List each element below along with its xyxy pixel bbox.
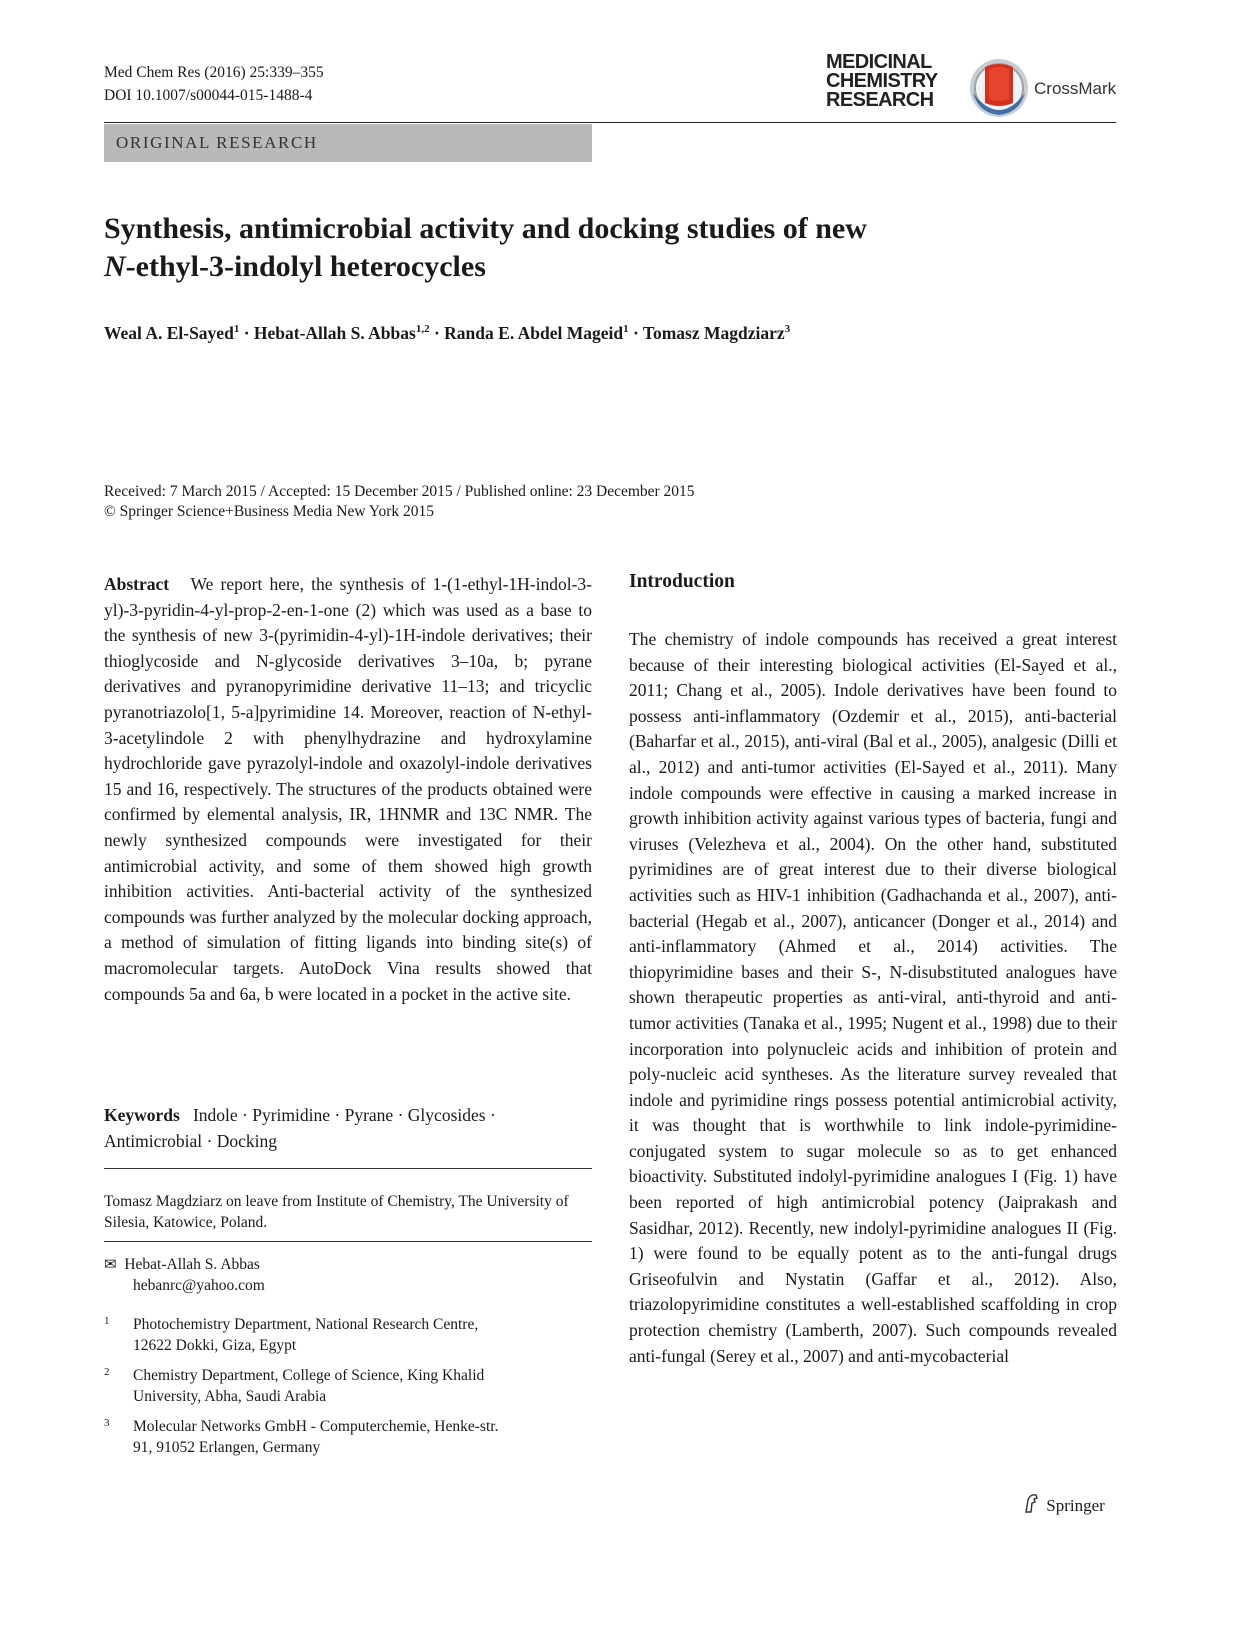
- corresponding-author: [104, 1254, 265, 1296]
- journal-logo: [826, 53, 961, 110]
- section-label: ORIGINAL RESEARCH: [104, 124, 592, 162]
- abstract-text: We report here, the synthesis of 1-(1-ethyl-1H-indol-3-yl)-3-pyridin-4-yl-prop-2-en-1-one (2) which was used as a base to the synthesis of new 3-(pyrimidin-4-yl)-1H-indole derivatives; their thioglycoside and N-glycoside derivatives 3–10a, b; pyrane derivatives and pyranopyrimidine derivative 11–13; and tricyclic pyranotriazolo[1, 5-a]pyrimidine 14. Moreover, reaction of N-ethyl-3-acetylindole 2 with phenylhydrazine and hydroxylamine hydrochloride gave pyrazolyl-indole and oxazolyl-indole derivatives 15 and 16, respectively. The structures of the products obtained were confirmed by elemental analysis, IR, 1HNMR and 13C NMR. The newly synthesized compounds were investigated for their antimicrobial activity, and some of them showed high growth inhibition activities. Anti-bacterial activity of the synthesized compounds was further analyzed by the molecular docking approach, a method of simulation of fitting ligands into binding site(s) of macromolecular targets. AutoDock Vina results showed that compounds 5a and 6a, b were located in a pocket in the active site.: [104, 574, 593, 1004]
- article-dates: Received: 7 March 2015 / Accepted: 15 December 2015 / Published online: 23 December 2015: [104, 483, 695, 500]
- article-title: [104, 210, 1044, 286]
- keywords-label: Keywords: [104, 1105, 180, 1125]
- title-line: Synthesis, antimicrobial activity and docking studies of new: [104, 212, 867, 245]
- author-list: Weal A. El-Sayed$^1$ · Hebat-Allah S. Abbas$^{1,2}$ · Randa E. Abdel Mageid$^1$ · Tomasz Magdziarz$^3$: [104, 323, 791, 343]
- author[interactable]: Randa E. Abdel Mageid$^1$: [444, 323, 629, 343]
- logo-line: MEDICINAL: [826, 51, 932, 73]
- title-line: N-ethyl-3-indolyl heterocycles: [104, 250, 486, 283]
- publisher-logo: [1022, 1492, 1105, 1516]
- keyword: Pyrane: [344, 1105, 394, 1125]
- introduction: [629, 627, 1117, 1369]
- journal-citation: Med Chem Res (2016) 25:339–355: [104, 64, 324, 81]
- springer-horse-icon: [1022, 1492, 1042, 1514]
- keyword: Docking: [216, 1130, 278, 1151]
- keywords: Keywords Indole · Pyrimidine · Pyrane · Glycosides · Antimicrobial · Docking: [104, 1105, 496, 1151]
- author-note: Tomasz Magdziarz on leave from Institute of Chemistry, The University of Silesia, Katowice, Poland.: [104, 1193, 569, 1231]
- section-heading: Introduction: [629, 571, 735, 592]
- abstract-label: Abstract: [104, 574, 170, 594]
- corresponding-name: Hebat-Allah S. Abbas: [124, 1256, 260, 1273]
- keyword: Pyrimidine: [252, 1105, 331, 1125]
- introduction-text: The chemistry of indole compounds has received a great interest because of their interesting biological activities (El-Sayed et al., 2011; Chang et al., 2005). Indole derivatives have been found to possess anti-inflammatory (Ozdemir et al., 2015), anti-bacterial (Baharfar et al., 2015), anti-viral (Bal et al., 2005), analgesic (Dilli et al., 2012) and anti-tumor activities (El-Sayed et al., 2011). Many indole compounds were effective in causing a marked increase in growth inhibition activity against various types of bacteria, fungi and viruses (Velezheva et al., 2004). On the other hand, substituted pyrimidines are of great interest due to their diverse biological activities such as HIV-1 inhibition (Gadhachanda et al., 2007), anti-bacterial (Hegab et al., 2007), anticancer (Donger et al., 2014) and anti-inflammatory (Ahmed et al., 2014) activities. The thiopyrimidine bases and their S-, N-disubstituted analogues have shown therapeutic properties as anti-viral, anti-thyroid and anti-tumor activities (Tanaka et al., 1995; Nugent et al., 1998) due to their incorporation into polynucleic acids and inhibition of protein and poly-nucleic acid syntheses. As the literature survey revealed that indole and pyrimidine rings possess potential antimicrobial activity, it was thought that is worthwhile to link indole-pyrimidine-conjugated system to sugar molecule so as to get enhanced bioactivity. Substituted indolyl-pyrimidine analogues I (Fig. 1) have been reported of high antimicrobial potency (Jaiprakash and Sasidhar, 2012). Recently, new indolyl-pyrimidine analogues II (Fig. 1) were found to be equally potent as to the anti-fungal drugs Griseofulvin and Nystatin (Gaffar et al., 2012). Also, triazolopyrimidine constitutes a well-established scaffolding in crop protection chemistry (Lamberth, 2007). Such compounds revealed anti-fungal (Serey et al., 2007) and anti-mycobacterial: [629, 629, 1117, 1366]
- footnote-divider: [104, 1241, 592, 1242]
- author[interactable]: Hebat-Allah S. Abbas$^{1,2}$: [253, 323, 430, 343]
- doi: DOI 10.1007/s00044-015-1488-4: [104, 87, 313, 104]
- copyright: © Springer Science+Business Media New York 2015: [104, 503, 435, 520]
- corresponding-email[interactable]: hebanrc@yahoo.com: [133, 1276, 265, 1294]
- author[interactable]: Weal A. El-Sayed$^1$: [104, 323, 240, 343]
- keyword: Antimicrobial: [104, 1130, 203, 1151]
- footnote-divider: [104, 1168, 592, 1169]
- keyword: Indole: [192, 1105, 238, 1125]
- abstract: [104, 572, 592, 1007]
- crossmark-label[interactable]: CrossMark: [1034, 79, 1117, 98]
- logo-line: RESEARCH: [826, 89, 934, 111]
- header-rule: [104, 122, 1116, 123]
- envelope-icon: ✉: [104, 1255, 117, 1273]
- author[interactable]: Tomasz Magdziarz$^3$: [642, 323, 791, 343]
- publisher-name: Springer: [1046, 1496, 1105, 1515]
- logo-line: CHEMISTRY: [826, 70, 938, 92]
- keyword: Glycosides: [407, 1105, 486, 1125]
